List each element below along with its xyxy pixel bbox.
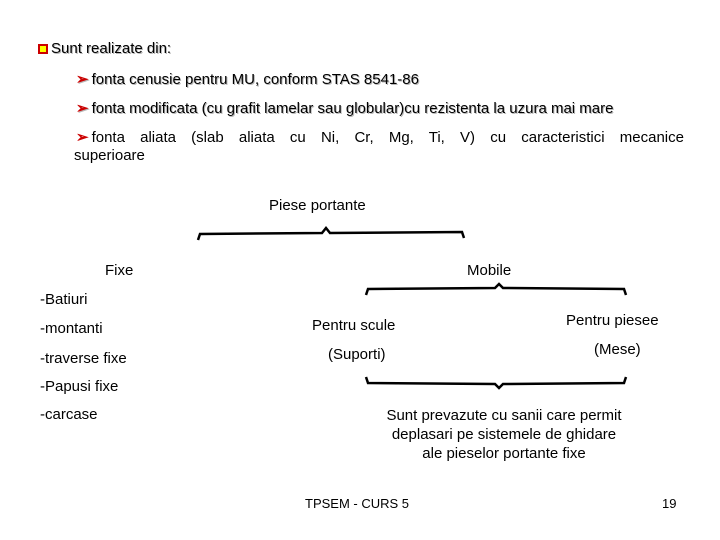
mobile-note xyxy=(364,406,644,463)
fixe-item: -carcase xyxy=(40,406,98,423)
note-line: Sunt prevazute cu sanii care permit xyxy=(386,407,622,424)
bullet-continuation: superioare xyxy=(74,147,145,164)
mobile-brace xyxy=(366,284,626,295)
bullet-text: fonta aliata (slab aliata cu Ni, Cr, Mg, Ti, V) cu caracteristici mecanice xyxy=(91,129,684,146)
sub-brace xyxy=(366,377,626,388)
footer-course: TPSEM - CURS 5 xyxy=(305,496,410,511)
note-line: ale pieselor portante fixe xyxy=(422,445,586,462)
scule-sublabel: (Suporti) xyxy=(328,346,386,363)
root-label: Piese portante xyxy=(269,197,366,214)
mobile-label: Mobile xyxy=(467,262,512,279)
main-brace xyxy=(198,228,464,240)
piese-label: Pentru piesee xyxy=(566,312,659,329)
piese-sublabel: (Mese) xyxy=(594,341,641,358)
fixe-item: -Papusi fixe xyxy=(40,378,119,395)
arrow-bullet-icon: ➢ xyxy=(76,129,89,146)
note-line: deplasari pe sistemele de ghidare xyxy=(391,426,617,443)
heading-text: Sunt realizate din: xyxy=(51,40,172,57)
fixe-item: -traverse fixe xyxy=(40,350,127,367)
bullet-text: fonta modificata (cu grafit lamelar sau globular)cu rezistenta la uzura mai mare xyxy=(91,100,614,117)
bullet-text: fonta cenusie pentru MU, conform STAS 8541-86 xyxy=(91,71,419,88)
scule-label: Pentru scule xyxy=(312,317,396,334)
arrow-bullet-icon: ➢ xyxy=(76,100,89,117)
fixe-label: Fixe xyxy=(105,262,134,279)
page-number: 19 xyxy=(662,496,677,511)
fixe-item: -montanti xyxy=(40,320,103,337)
arrow-bullet-icon: ➢ xyxy=(76,71,89,88)
fixe-item: -Batiuri xyxy=(40,291,88,308)
